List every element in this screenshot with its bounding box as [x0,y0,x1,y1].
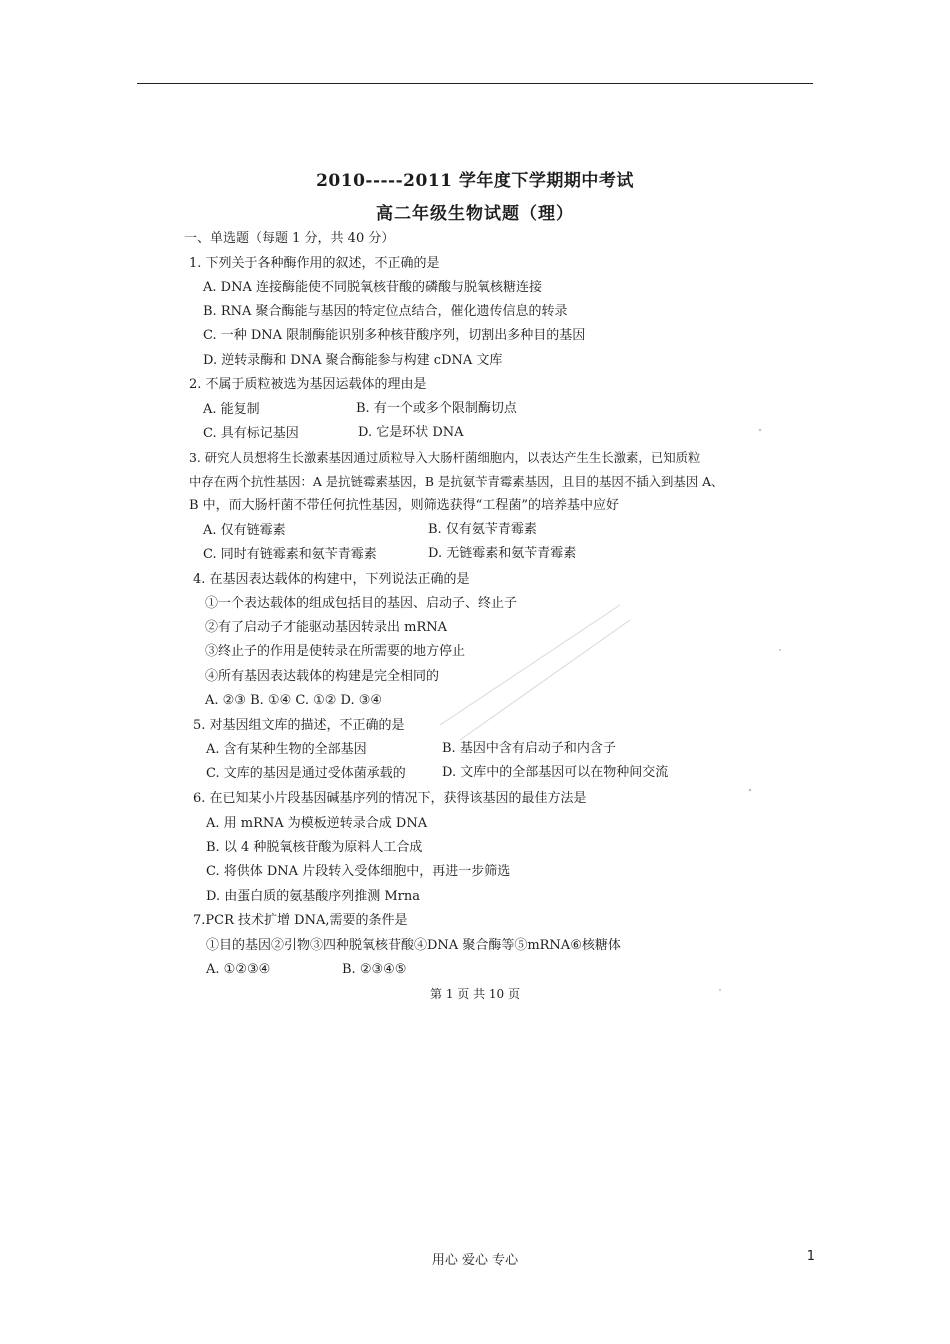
question-6-option-b: B. 以 4 种脱氧核苷酸为原料人工合成 [206,840,423,855]
question-4-options: A. ②③ B. ①④ C. ①② D. ③④ [205,693,383,708]
question-4-statement-1: ①一个表达载体的组成包括目的基因、启动子、终止子 [205,596,518,611]
question-1-option-b: B. RNA 聚合酶能与基因的特定位点结合，催化遗传信息的转录 [203,304,568,319]
question-5: 5. 对基因组文库的描述，不正确的是 [193,718,405,733]
header-rule [137,83,813,84]
question-3-line-2: 中存在两个抗性基因：A 是抗链霉素基因，B 是抗氨苄青霉素基因，且目的基因不插入到基因 A、 [189,474,724,489]
question-2: 2. 不属于质粒被选为基因运载体的理由是 [189,377,427,392]
question-6-option-a: A. 用 mRNA 为模板逆转录合成 DNA [206,816,428,831]
question-5-option-a: A. 含有某种生物的全部基因 [206,742,367,757]
exam-subtitle: 高二年级生物试题（理） [376,204,574,224]
section-heading: 一、单选题（每题 1 分，共 40 分） [184,231,395,246]
question-4-statement-3: ③终止子的作用是使转录在所需要的地方停止 [205,644,466,659]
question-7-option-b: B. ②③④⑤ [342,962,407,977]
question-4: 4. 在基因表达载体的构建中，下列说法正确的是 [193,572,470,587]
question-3-line-3: B 中，而大肠杆菌不带任何抗性基因，则筛选获得“工程菌”的培养基中应好 [189,498,619,513]
question-7-statements: ①目的基因②引物③四种脱氧核苷酸④DNA 聚合酶等⑤mRNA⑥核糖体 [206,938,621,953]
footer-slogan: 用心 爱心 专心 [431,1253,519,1268]
question-1-option-c: C. 一种 DNA 限制酶能识别多种核苷酸序列，切割出多种目的基因 [203,328,586,343]
question-3-option-d: D. 无链霉素和氨苄青霉素 [428,546,577,561]
question-3-option-b: B. 仅有氨苄青霉素 [428,522,537,537]
question-1: 1. 下列关于各种酶作用的叙述，不正确的是 [189,256,440,271]
exam-title: 2010-----2011 学年度下学期期中考试 [316,171,634,191]
question-7-option-a: A. ①②③④ [206,962,271,977]
question-1-option-d: D. 逆转录酶和 DNA 聚合酶能参与构建 cDNA 文库 [203,353,503,368]
question-3-option-c: C. 同时有链霉素和氨苄青霉素 [203,547,377,562]
question-5-option-d: D. 文库中的全部基因可以在物种间交流 [442,765,669,780]
question-6-option-c: C. 将供体 DNA 片段转入受体细胞中，再进一步筛选 [206,864,511,879]
question-1-option-a: A. DNA 连接酶能使不同脱氧核苷酸的磷酸与脱氧核糖连接 [203,280,542,295]
question-4-statement-4: ④所有基因表达载体的构建是完全相同的 [205,669,440,684]
page-number: 1 [806,1249,815,1264]
question-2-option-c: C. 具有标记基因 [203,426,299,441]
question-2-option-a: A. 能复制 [203,402,260,417]
question-2-option-b: B. 有一个或多个限制酶切点 [356,401,517,416]
question-5-option-c: C. 文库的基因是通过受体菌承载的 [206,766,406,781]
page-info: 第 1 页 共 10 页 [430,987,520,1001]
question-6: 6. 在已知某小片段基因碱基序列的情况下，获得该基因的最佳方法是 [193,791,587,806]
question-6-option-d: D. 由蛋白质的氨基酸序列推测 Mrna [206,889,421,904]
question-7: 7.PCR 技术扩增 DNA,需要的条件是 [193,913,408,928]
question-3-option-a: A. 仅有链霉素 [203,523,286,538]
question-5-option-b: B. 基因中含有启动子和内含子 [442,741,616,756]
question-2-option-d: D. 它是环状 DNA [358,425,464,440]
question-4-statement-2: ②有了启动子才能驱动基因转录出 mRNA [205,620,448,635]
question-3-line-1: 3. 研究人员想将生长激素基因通过质粒导入大肠杆菌细胞内，以表达产生生长激素，已知质粒 [189,450,701,465]
